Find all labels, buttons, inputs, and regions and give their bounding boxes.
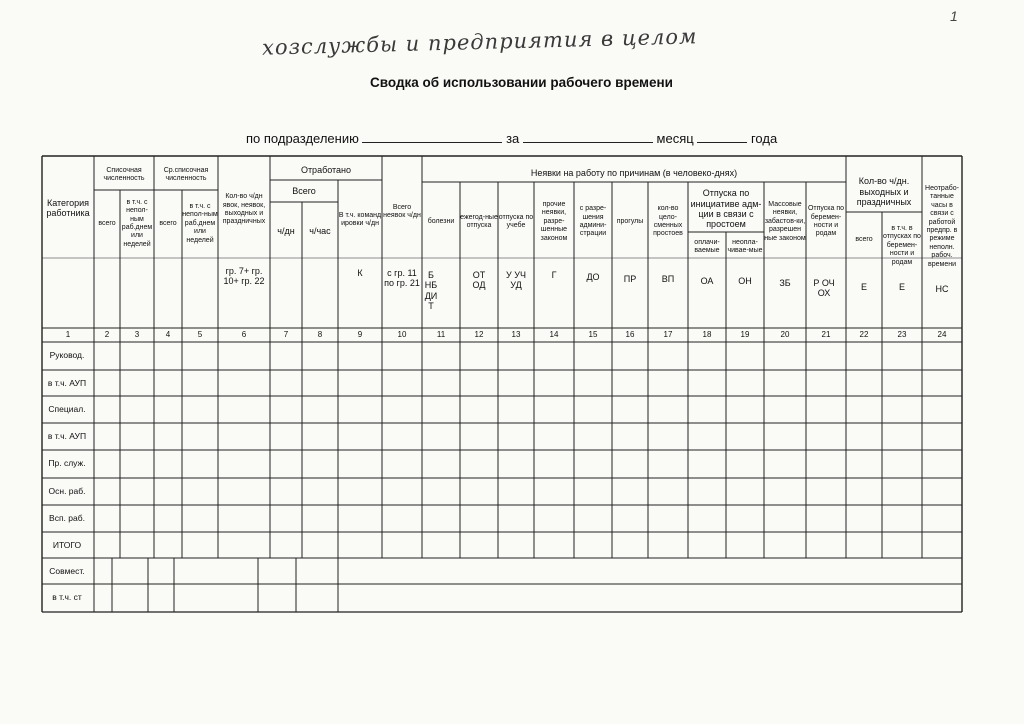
header-absences-reasons: Неявки на работу по причинам (в человеко-днях) (530, 167, 738, 178)
header-weekends: Кол-во ч/дн. выходных и праздничных (856, 176, 912, 208)
handwritten-note: хозслужбы и предприятия в целом (261, 24, 698, 60)
header-whole-day-idle: кол-во цело-сменных простоев (653, 205, 683, 238)
code-col16: ПР (623, 274, 637, 284)
column-number: 6 (241, 330, 247, 340)
column-number: 5 (197, 330, 203, 340)
code-col17: ВП (661, 274, 675, 284)
code-col9: К (357, 268, 363, 278)
column-number: 24 (937, 330, 947, 340)
header-maternity-leave: Отпуска по беремен-ности и родам (807, 205, 845, 238)
column-number: 9 (357, 330, 363, 340)
column-number: 13 (511, 330, 521, 340)
subdivision-label: по подразделению (246, 131, 359, 146)
code-col20: ЗБ (779, 278, 791, 288)
column-number: 12 (474, 330, 484, 340)
code-col10: с гр. 11 по гр. 21 (384, 268, 420, 289)
header-worked-total: Всего (292, 185, 316, 196)
row-label: в т.ч. ст (52, 592, 82, 602)
header-weekends-total: всего (855, 235, 873, 243)
column-number: 4 (165, 330, 171, 340)
header-person-days: ч/дн (277, 225, 295, 236)
row-label: Специал. (48, 404, 86, 414)
header-worked: Отработано (300, 164, 352, 175)
header-category: Категория работника (46, 197, 90, 218)
header-list-parttime: в т.ч. с непол-ным раб.днем или неделей (121, 198, 153, 248)
row-label: Осн. раб. (48, 486, 86, 496)
header-avg-total: всего (159, 219, 177, 227)
code-col14: Г (551, 270, 557, 280)
header-admin-permission: с разре-шения админи-страции (579, 205, 607, 238)
code-col22: Е (860, 282, 867, 292)
row-label: Руковод. (49, 350, 85, 360)
code-col23: Е (898, 282, 905, 292)
header-list-total: всего (98, 219, 116, 227)
column-number: 19 (740, 330, 750, 340)
column-number: 21 (821, 330, 831, 340)
row-label: Пр. служ. (48, 458, 86, 468)
column-number: 22 (859, 330, 869, 340)
code-col13: У УЧ УД (506, 270, 526, 291)
code-col12: ОТ ОД (472, 270, 486, 291)
code-col24: НС (935, 284, 949, 294)
column-number: 11 (436, 330, 446, 340)
header-truancy: прогулы (616, 217, 644, 225)
header-weekends-in-leave: в т.ч. в отпусках по беремен-ности и родам (883, 225, 921, 266)
header-person-hours: ч/час (309, 225, 331, 236)
header-business-trips: В т.ч. команд ировки ч/дн (338, 211, 382, 227)
year-label: года (750, 131, 778, 146)
code-col18: ОА (700, 276, 714, 286)
column-number: 18 (702, 330, 712, 340)
header-total-absences: Всего неявок ч/дн (383, 203, 421, 219)
header-mass-absences: Массовые неявки, забастов-ки, разрешен ные законом (764, 201, 806, 242)
column-number: 2 (104, 330, 110, 340)
header-avg-headcount: Ср.списочная численность (163, 166, 209, 182)
column-number: 7 (283, 330, 289, 340)
header-unpaid: неопла-чивае-мые (727, 238, 763, 254)
za-label: за (506, 131, 520, 146)
column-number: 10 (397, 330, 407, 340)
row-label: Совмест. (49, 566, 85, 576)
header-paid: оплачи-ваемые (694, 238, 720, 254)
column-number: 23 (897, 330, 907, 340)
header-admin-leave: Отпуска по инициативе адм-ции в связи с простоем (690, 188, 762, 230)
header-sickness: болезни (427, 217, 455, 225)
document-title: Сводка об использовании рабочего времени (370, 75, 673, 90)
column-number: 8 (317, 330, 323, 340)
header-study-leave: отпуска по учебе (498, 213, 534, 229)
code-col19: ОН (738, 276, 752, 286)
code-col21: Р ОЧ ОХ (813, 278, 835, 299)
column-number: 17 (663, 330, 673, 340)
header-attendance: Кол-во ч/дн явок, неявок, выходных и праздничных (222, 193, 266, 226)
row-label: Всп. раб. (49, 513, 85, 523)
code-col6: гр. 7+ гр. 10+ гр. 22 (223, 266, 265, 287)
column-number: 16 (625, 330, 635, 340)
column-number: 3 (134, 330, 140, 340)
header-unworked-hours: Неотрабо-танные часы в связи с работой предпр. в режиме неполн. рабоч. времени (925, 185, 959, 268)
page-number-mark: 1 (950, 8, 958, 24)
header-annual-leave: ежегод-ные отпуска (460, 213, 498, 229)
row-label: ИТОГО (52, 540, 82, 550)
code-col11: Б НБ ДИ Т (424, 270, 438, 312)
row-label: в т.ч. АУП (47, 431, 87, 441)
header-list-headcount: Списочная численность (103, 166, 145, 182)
column-number: 14 (549, 330, 559, 340)
column-number: 15 (588, 330, 598, 340)
column-number: 1 (65, 330, 71, 340)
code-col15: ДО (586, 272, 600, 282)
month-label: месяц (656, 131, 694, 146)
header-other-by-law: прочие неявки, разре-шенные законом (540, 201, 568, 242)
row-label: в т.ч. АУП (47, 378, 87, 388)
header-avg-parttime: в т.ч. с непол-ным раб.днем или неделей (182, 203, 218, 244)
column-number: 20 (780, 330, 790, 340)
